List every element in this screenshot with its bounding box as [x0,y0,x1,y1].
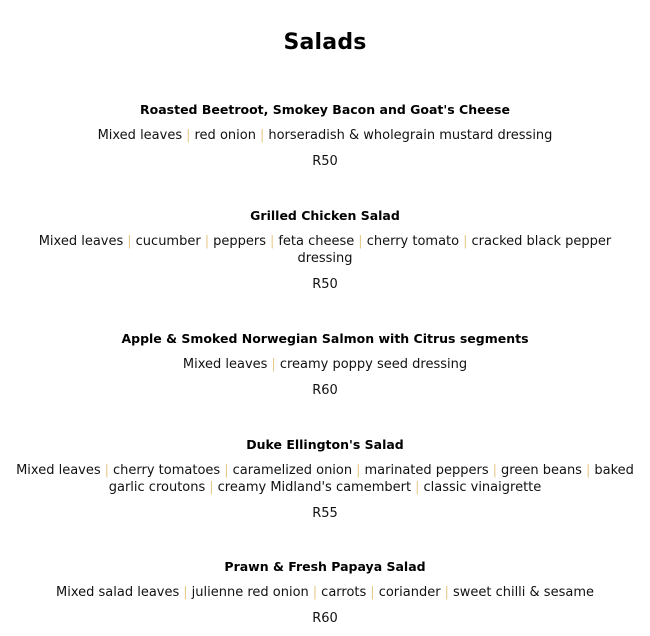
menu-item [0,436,650,522]
ingredient: creamy poppy seed dressing [279,357,468,372]
item-ingredients [10,462,640,496]
ingredient: marinated peppers [364,463,489,478]
separator: | [415,480,420,495]
menu-item [0,101,650,170]
separator: | [312,585,318,600]
ingredient: classic vinaigrette [423,480,542,495]
separator: | [209,480,214,495]
ingredient: cracked black pepper dressing [297,234,612,266]
item-ingredients [10,233,640,267]
ingredient: Mixed leaves [182,357,268,372]
menu-item [0,330,650,399]
page-title: Salads [283,30,367,55]
separator: | [585,463,591,478]
item-ingredients [10,356,640,373]
ingredient: Mixed salad leaves [56,585,180,600]
separator: | [463,234,468,249]
item-name: Prawn & Fresh Papaya Salad [224,559,426,574]
separator: | [356,463,361,478]
ingredient: cherry tomato [366,234,460,249]
separator: | [259,128,265,143]
ingredient: feta cheese [278,234,355,249]
separator: | [269,234,275,249]
item-price: R60 [312,611,338,626]
ingredient: Mixed leaves [97,128,183,143]
separator: | [127,234,132,249]
ingredient: Mixed leaves [16,463,101,478]
separator: | [224,463,229,478]
separator: | [444,585,449,600]
menu-item [0,558,650,627]
separator: | [358,234,363,249]
separator: | [183,585,188,600]
ingredient: peppers [213,234,266,249]
item-ingredients [10,584,640,601]
item-name: Grilled Chicken Salad [250,208,400,223]
separator: | [204,234,210,249]
ingredient: green beans [501,463,582,478]
ingredient: sweet chilli & sesame [452,585,594,600]
separator: | [271,357,276,372]
item-name: Duke Ellington's Salad [246,437,404,452]
ingredient: baked garlic croutons [108,463,634,495]
item-price: R60 [312,383,338,398]
item-price: R50 [312,277,338,292]
separator: | [492,463,498,478]
ingredient: Mixed leaves [38,234,124,249]
item-name: Roasted Beetroot, Smokey Bacon and Goat's Cheese [140,102,510,117]
item-price: R55 [312,506,338,521]
ingredient: creamy Midland's camembert [217,480,412,495]
ingredient: coriander [378,585,441,600]
separator: | [370,585,375,600]
ingredient: cucumber [135,234,201,249]
ingredient: horseradish & wholegrain mustard dressing [268,128,553,143]
ingredient: carrots [321,585,367,600]
item-name: Apple & Smoked Norwegian Salmon with Citrus segments [121,331,529,346]
separator: | [186,128,191,143]
item-ingredients [10,127,640,144]
separator: | [104,463,110,478]
ingredient: cherry tomatoes [113,463,221,478]
ingredient: red onion [194,128,256,143]
item-price: R50 [312,154,338,169]
ingredient: caramelized onion [232,463,353,478]
menu-item [0,207,650,293]
ingredient: julienne red onion [191,585,309,600]
